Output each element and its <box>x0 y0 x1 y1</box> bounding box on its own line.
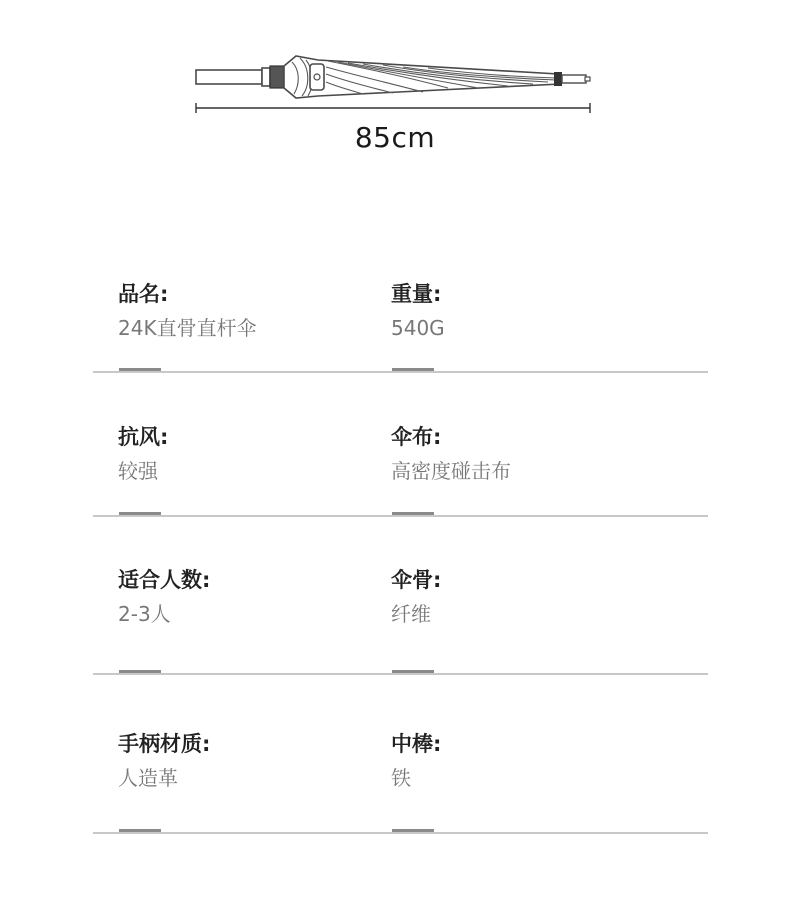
spec-value: 2-3人 <box>118 602 171 626</box>
spec-label: 伞骨: <box>391 568 442 592</box>
row-divider <box>93 673 708 675</box>
spec-label: 伞布: <box>391 425 442 449</box>
spec-weight <box>391 279 445 343</box>
spec-row <box>93 729 708 837</box>
spec-handle-material <box>118 729 210 793</box>
spec-value: 铁 <box>391 766 411 790</box>
spec-value: 24K直骨直杆伞 <box>118 316 257 340</box>
row-divider <box>93 371 708 373</box>
length-label: 85cm <box>354 121 436 154</box>
spec-row <box>93 565 708 677</box>
spec-label: 适合人数: <box>118 568 211 592</box>
spec-label: 抗风: <box>118 425 169 449</box>
spec-row <box>93 279 708 375</box>
spec-canopy-fabric <box>391 422 511 486</box>
spec-label: 中棒: <box>391 732 442 756</box>
spec-value: 较强 <box>118 459 158 483</box>
spec-ribs <box>391 565 441 629</box>
spec-value: 540G <box>391 316 445 340</box>
spec-value: 高密度碰击布 <box>391 459 511 483</box>
spec-row <box>93 422 708 518</box>
spec-name <box>118 279 257 343</box>
spec-value: 人造革 <box>118 766 178 790</box>
row-divider <box>93 515 708 517</box>
umbrella-illustration <box>188 50 598 120</box>
spec-label: 品名: <box>118 282 169 306</box>
spec-value: 纤维 <box>391 602 431 626</box>
spec-label: 手柄材质: <box>118 732 211 756</box>
row-divider <box>93 832 708 834</box>
spec-wind-resistance <box>118 422 168 486</box>
spec-shaft <box>391 729 441 793</box>
spec-label: 重量: <box>391 282 442 306</box>
spec-capacity <box>118 565 210 629</box>
